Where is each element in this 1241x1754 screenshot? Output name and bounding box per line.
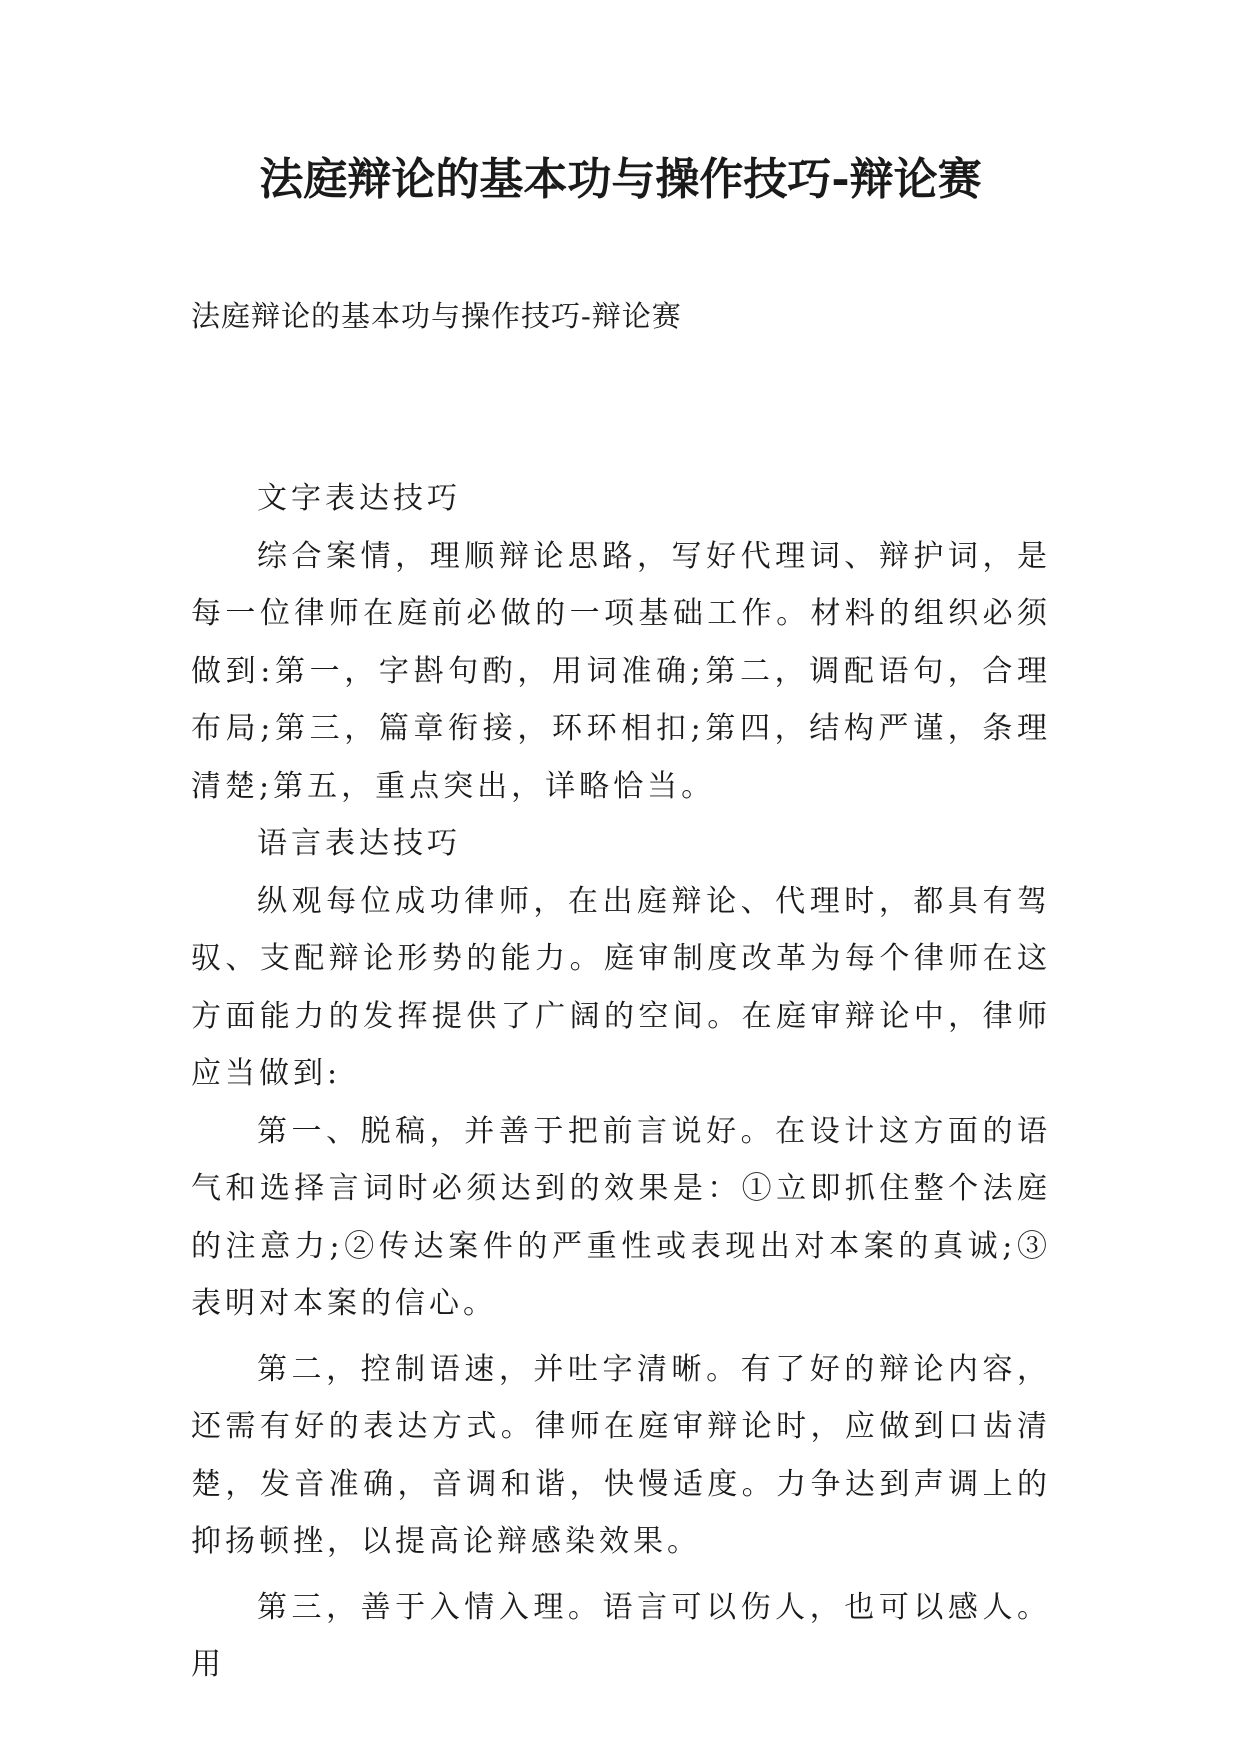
paragraph-text-skills: 综合案情，理顺辩论思路，写好代理词、辩护词，是每一位律师在庭前必做的一项基础工作。材料的组织必须做到:第一，字斟句酌，用词准确;第二，调配语句，合理布局;第三，篇章衔接，环环相扣;第四，结构严谨，条理清楚;第五，重点突出，详略恰当。: [191, 538, 1051, 804]
paragraph-language-intro: 纵观每位成功律师，在出庭辩论、代理时，都具有驾驭、支配辩论形势的能力。庭审制度改革为每个律师在这方面能力的发挥提供了广阔的空间。在庭审辩论中，律师应当做到:: [191, 883, 1051, 1091]
paragraph-point-three: 第三，善于入情入理。语言可以伤人，也可以感人。用: [191, 1589, 1051, 1682]
document-subtitle: 法庭辩论的基本功与操作技巧-辩论赛: [191, 299, 682, 333]
section-heading-language-skills: 语言表达技巧: [257, 826, 461, 861]
paragraph-point-one: 第一、脱稿，并善于把前言说好。在设计这方面的语气和选择言词时必须达到的效果是：①立即抓住整个法庭的注意力;②传达案件的严重性或表现出对本案的真诚;③表明对本案的信心。: [191, 1113, 1051, 1321]
document-body: [191, 470, 1051, 1694]
paragraph-point-two: 第二，控制语速，并吐字清晰。有了好的辩论内容，还需有好的表达方式。律师在庭审辩论时，应做到口齿清楚，发音准确，音调和谐，快慢适度。力争达到声调上的抑扬顿挫，以提高论辩感染效果。: [191, 1351, 1051, 1559]
document-title: 法庭辩论的基本功与操作技巧-辩论赛: [259, 154, 982, 205]
section-heading-text-skills: 文字表达技巧: [257, 481, 461, 516]
